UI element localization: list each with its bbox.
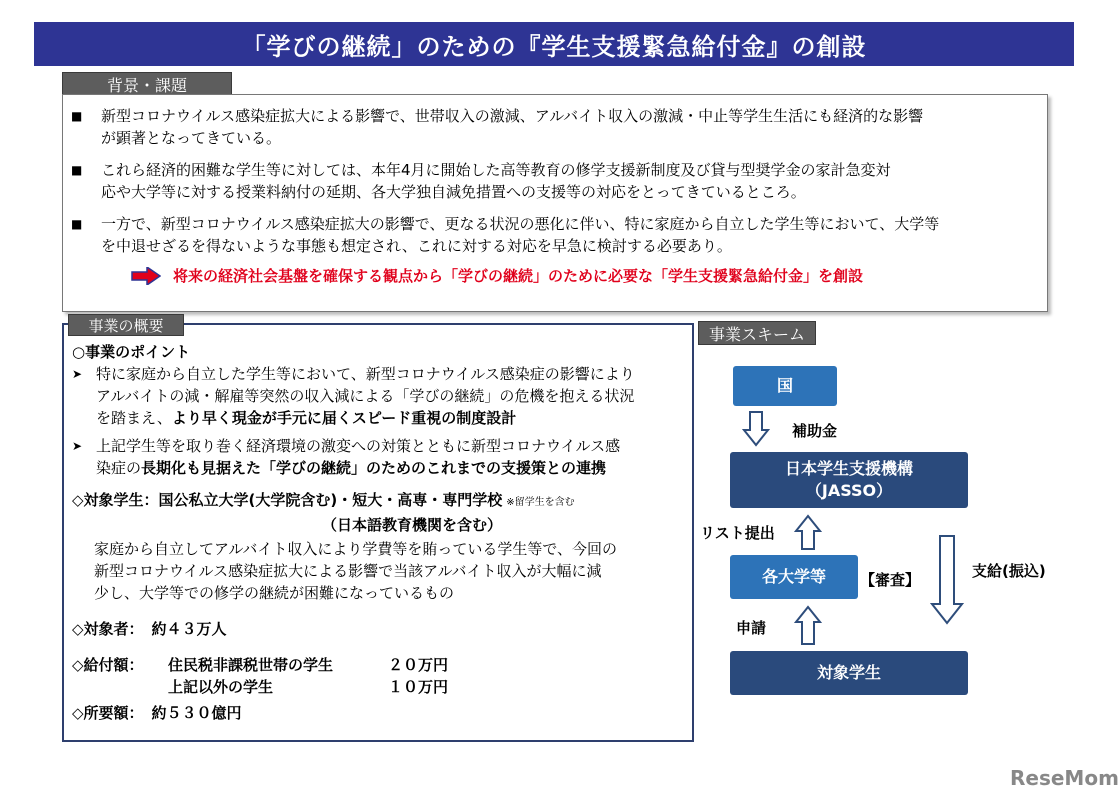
bullet-2-line-1: これら経済的困難な学生等に対しては、本年4月に開始した高等教育の修学支援新制度及び貸与型奨学金の家計急変対 bbox=[101, 161, 891, 179]
budget-label: ◇所要額： bbox=[72, 704, 144, 722]
red-arrow-icon bbox=[131, 267, 161, 285]
callout-text: 将来の経済社会基盤を確保する観点から「学びの継続」のために必要な「学生支援緊急給付金」を創設 bbox=[173, 267, 864, 285]
arrowhead-bullet-icon: ➤ bbox=[72, 439, 83, 453]
jasso-box bbox=[730, 452, 968, 508]
payment-who: 上記以外の学生 bbox=[168, 678, 274, 696]
overview-content bbox=[72, 341, 684, 724]
square-bullet-icon: ■ bbox=[71, 217, 83, 231]
country-box: 国 bbox=[733, 366, 837, 406]
bullet-2-line-2: 応や大学等に対する授業料納付の延期、各大学独自減免措置への支援等の対応をとってきているところ。 bbox=[101, 183, 806, 201]
target-main: 国公私立大学(大学院含む)・短大・高専・専門学校 bbox=[158, 491, 503, 509]
payment-row bbox=[168, 676, 448, 698]
target-sub: （日本語教育機関を含む） bbox=[322, 516, 503, 534]
point-2-line-2: 染症の bbox=[96, 459, 142, 477]
point-1-line-1: 特に家庭から自立した学生等において、新型コロナウイルス感染症の影響により bbox=[96, 365, 635, 383]
bullet-3-line-1: 一方で、新型コロナウイルス感染症拡大の影響で、更なる状況の悪化に伴い、特に家庭から自立した学生等において、大学等 bbox=[101, 215, 940, 233]
square-bullet-icon: ■ bbox=[71, 109, 83, 123]
bullet-1-line-2: が顕著となってきている。 bbox=[101, 129, 282, 147]
down-arrow-icon bbox=[930, 534, 964, 626]
universities-box: 各大学等 bbox=[730, 555, 858, 599]
point-1-line-2: アルバイトの減・解雇等突然の収入減による「学びの継続」の危機を抱える状況 bbox=[96, 387, 635, 405]
target-students bbox=[72, 489, 684, 514]
point-2-line-1: 上記学生等を取り巻く経済環境の激変への対策とともに新型コロナウイルス感 bbox=[96, 437, 621, 455]
bullet-3-line-2: を中退せざるを得ないような事態も想定され、これに対する対応を早急に検討する必要あり。 bbox=[101, 237, 732, 255]
target-description bbox=[72, 538, 684, 604]
jasso-abbr: （JASSO） bbox=[805, 481, 893, 500]
scheme-label: 事業スキーム bbox=[698, 321, 816, 345]
up-arrow-icon bbox=[794, 604, 822, 646]
target-desc-line-2: 新型コロナウイルス感染症拡大による影響で当該アルバイト収入が大幅に減 bbox=[94, 562, 602, 580]
background-bullet-1 bbox=[69, 105, 1029, 149]
students-box: 対象学生 bbox=[730, 651, 968, 695]
arrowhead-bullet-icon: ➤ bbox=[72, 367, 83, 381]
count-value: 約４３万人 bbox=[151, 620, 227, 638]
points-heading: ○事業のポイント bbox=[72, 343, 191, 361]
payment-row bbox=[168, 654, 448, 676]
point-2-emphasis: 長期化も見据えた「学びの継続」のためのこれまでの支援策との連携 bbox=[141, 459, 607, 477]
payment-value: １０万円 bbox=[388, 678, 449, 696]
target-label: ◇対象学生： bbox=[72, 491, 159, 509]
target-note: ※留学生を含む bbox=[506, 497, 575, 508]
payment-transfer-text: 支給(振込) bbox=[972, 562, 1046, 580]
background-label: 背景・課題 bbox=[62, 72, 232, 96]
count-label: ◇対象者： bbox=[72, 620, 144, 638]
target-desc-line-3: 少し、大学等での修学の継続が困難になっているもの bbox=[94, 584, 455, 602]
up-arrow-icon bbox=[794, 513, 822, 551]
point-1 bbox=[72, 363, 684, 429]
background-box bbox=[62, 94, 1048, 312]
payment-label: ◇給付額： bbox=[72, 656, 144, 674]
budget bbox=[72, 702, 684, 724]
payment-who: 住民税非課税世帯の学生 bbox=[168, 656, 334, 674]
jasso-name: 日本学生支援機構 bbox=[784, 459, 913, 478]
page-title: 「学びの継続」のための『学生支援緊急給付金』の創設 bbox=[34, 22, 1074, 66]
point-1-line-3: を踏まえ、 bbox=[96, 409, 172, 427]
subsidy-text: 補助金 bbox=[792, 422, 838, 440]
bullet-1-line-1: 新型コロナウイルス感染症拡大による影響で、世帯収入の激減、アルバイト収入の激減・中止等学生生活にも経済的な影響 bbox=[101, 107, 924, 125]
overview-label: 事業の概要 bbox=[68, 314, 184, 336]
point-1-emphasis: より早く現金が手元に届くスピード重視の制度設計 bbox=[171, 409, 517, 427]
background-bullet-3 bbox=[69, 213, 1029, 257]
square-bullet-icon: ■ bbox=[71, 163, 83, 177]
down-arrow-icon bbox=[742, 410, 770, 448]
conclusion-callout bbox=[131, 265, 1029, 286]
list-submit-text: リスト提出 bbox=[700, 524, 775, 542]
point-2 bbox=[72, 435, 684, 479]
payment-value: ２０万円 bbox=[388, 656, 449, 674]
payment-amount bbox=[72, 654, 684, 698]
background-bullet-2 bbox=[69, 159, 1029, 203]
target-count bbox=[72, 618, 684, 640]
resemom-watermark: ReseMom bbox=[1010, 766, 1119, 790]
budget-value: 約５３０億円 bbox=[151, 704, 242, 722]
apply-text: 申請 bbox=[736, 619, 767, 637]
review-text: 【審査】 bbox=[860, 571, 921, 589]
target-desc-line-1: 家庭から自立してアルバイト収入により学費等を賄っている学生等で、今回の bbox=[94, 540, 618, 558]
